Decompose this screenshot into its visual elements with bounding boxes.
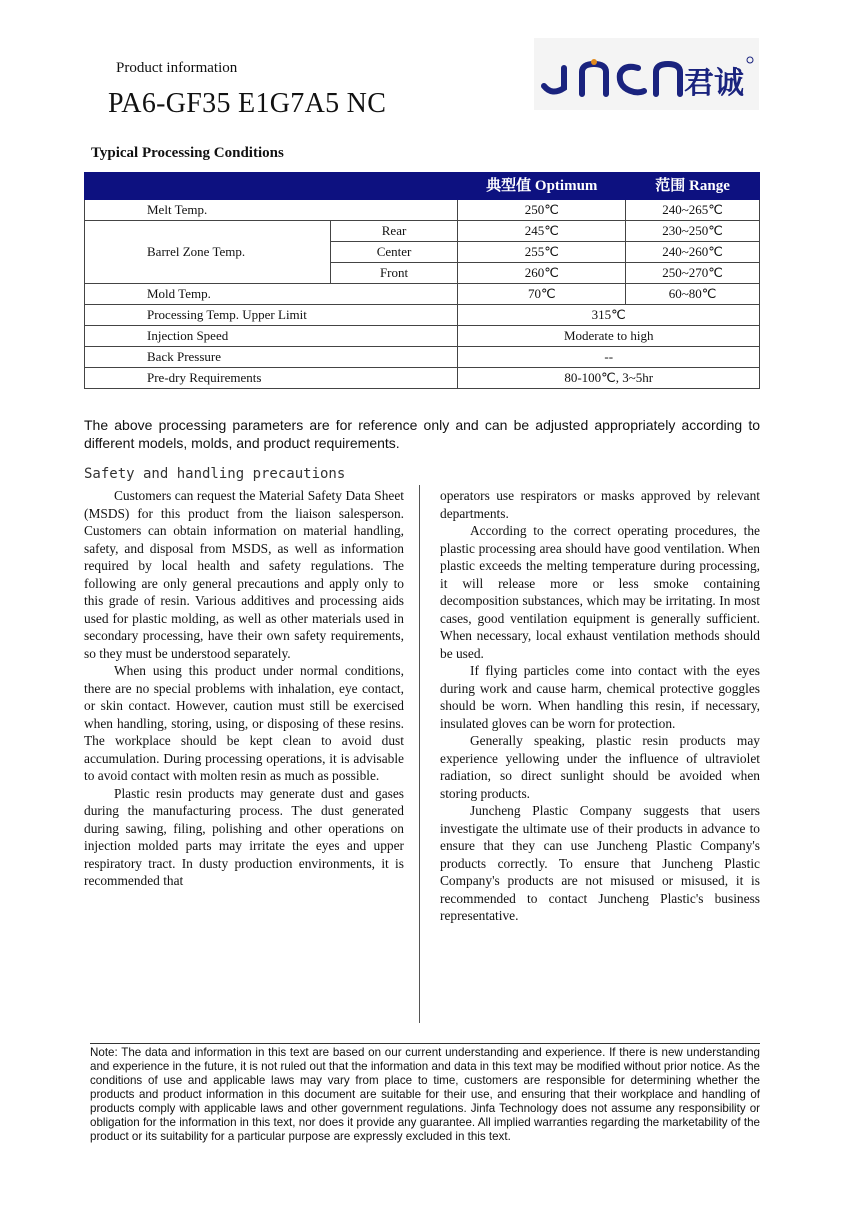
safety-paragraph: If flying particles come into contact with the eyes during work and cause harm, chemical protective goggles should be worn. When handling this resin, if necessary, insulated gloves can be worn for protection. (440, 663, 760, 731)
row-label-melt: Melt Temp. (85, 200, 458, 221)
barrel-center-range: 240~260℃ (626, 242, 760, 263)
table-row (85, 221, 760, 242)
upper-limit-value: 315℃ (458, 305, 760, 326)
barrel-rear-label: Rear (330, 221, 458, 242)
safety-paragraph-continued: operators use respirators or masks approved by relevant departments. (440, 488, 760, 521)
table-row (85, 305, 760, 326)
barrel-rear-optimum: 245℃ (458, 221, 626, 242)
safety-heading: Safety and handling precautions (84, 466, 346, 482)
barrel-front-range: 250~270℃ (626, 263, 760, 284)
parameters-note: The above processing parameters are for reference only and can be adjusted appropriately according to different models, molds, and product requirements. (84, 417, 760, 451)
row-label-back-pressure: Back Pressure (85, 347, 458, 368)
safety-paragraph: When using this product under normal conditions, there are no special problems with inhalation, eye contact, or skin contact. However, caution must still be exercised when handling, storing, using, or disposing of these resins. The workplace should be kept clean to avoid dust accumulation. During processing operations, it is advisable to avoid contact with molten resin as much as possible. (84, 663, 404, 783)
row-label-mold: Mold Temp. (85, 284, 458, 305)
injection-value: Moderate to high (458, 326, 760, 347)
predry-value: 80-100℃, 3~5hr (458, 368, 760, 389)
safety-paragraph: Juncheng Plastic Company suggests that users investigate the ultimate use of their products in advance to ensure that they can use Juncheng Plastic Company's products correctly. To ensure that Juncheng Plastic Company's products are not misused or misused, it is recommended to contact Juncheng Plastic's business representative. (440, 803, 760, 923)
mold-range: 60~80℃ (626, 284, 760, 305)
row-label-injection: Injection Speed (85, 326, 458, 347)
barrel-rear-range: 230~250℃ (626, 221, 760, 242)
processing-conditions-table (84, 172, 760, 389)
section-title: Typical Processing Conditions (91, 145, 284, 161)
table-row (85, 326, 760, 347)
melt-range: 240~265℃ (626, 200, 760, 221)
barrel-front-optimum: 260℃ (458, 263, 626, 284)
back-pressure-value: -- (458, 347, 760, 368)
table-header-row (85, 173, 760, 200)
header-optimum: 典型值 Optimum (458, 173, 626, 200)
safety-paragraph: Plastic resin products may generate dust and gases during the manufacturing process. The dust generated during sawing, filing, polishing and other operations on injection molded parts may irritate the eyes and upper respiratory tract. In dusty production environments, it is recommended that (84, 785, 404, 888)
product-info-label: Product information (116, 60, 238, 76)
disclaimer-note: Note: The data and information in this text are based on our current understanding and experience. If there is new understanding and experience in the future, it is not ruled out that the information and data in this text may be modified without prior notice. As the conditions of use and applicable laws may vary from place to time, customers are responsible for determining whether the products and product information in this document are suitable for their use, and ensuring that their workplace and handling of products comply with applicable laws and other government regulations. Jinfa Technology does not assume any responsibility or obligation for the information in this text, nor does it provide any guarantee. All implied warranties regarding the marketability of the product or its suitability for a particular purpose are expressly excluded in this text. (90, 1043, 760, 1144)
table-header-blank (85, 173, 458, 200)
melt-optimum: 250℃ (458, 200, 626, 221)
row-label-predry: Pre-dry Requirements (85, 368, 458, 389)
mold-optimum: 70℃ (458, 284, 626, 305)
header-range: 范围 Range (626, 173, 760, 200)
barrel-center-optimum: 255℃ (458, 242, 626, 263)
safety-paragraph: Customers can request the Material Safety Data Sheet (MSDS) for this product from the liaison salesperson. Customers can obtain information on material handling, safety, and disposal from MSDS, as well as information required by local health and safety regulations. The following are only general precautions and apply only to this grade of resin. Various additives and processing aids used for plastic molding, as well as other materials used in secondary processing, have their own safety requirements, so they must be understood separately. (84, 488, 404, 661)
row-label-upper-limit: Processing Temp. Upper Limit (85, 305, 458, 326)
barrel-front-label: Front (330, 263, 458, 284)
safety-right-column (440, 487, 760, 925)
barrel-center-label: Center (330, 242, 458, 263)
logo-chinese-text: 君诚 (684, 66, 744, 101)
safety-left-column (84, 487, 404, 890)
table-row (85, 347, 760, 368)
row-label-barrel: Barrel Zone Temp. (85, 221, 331, 284)
safety-paragraph: Generally speaking, plastic resin products may experience yellowing under the influence of ultraviolet radiation, so direct sunlight should be avoided when storing products. (440, 733, 760, 801)
column-divider (419, 485, 420, 1023)
table-row (85, 200, 760, 221)
table-row (85, 368, 760, 389)
table-row (85, 284, 760, 305)
product-title: PA6-GF35 E1G7A5 NC (108, 88, 387, 119)
company-logo (534, 38, 759, 110)
safety-paragraph: According to the correct operating procedures, the plastic processing area should have good ventilation. When plastic exceeds the melting temperature during processing, it will release more or less smoke containing decomposition substances, which may be irritating. In most cases, good ventilation equipment is generally sufficient. When necessary, local exhaust ventilation methods should be used. (440, 523, 760, 661)
